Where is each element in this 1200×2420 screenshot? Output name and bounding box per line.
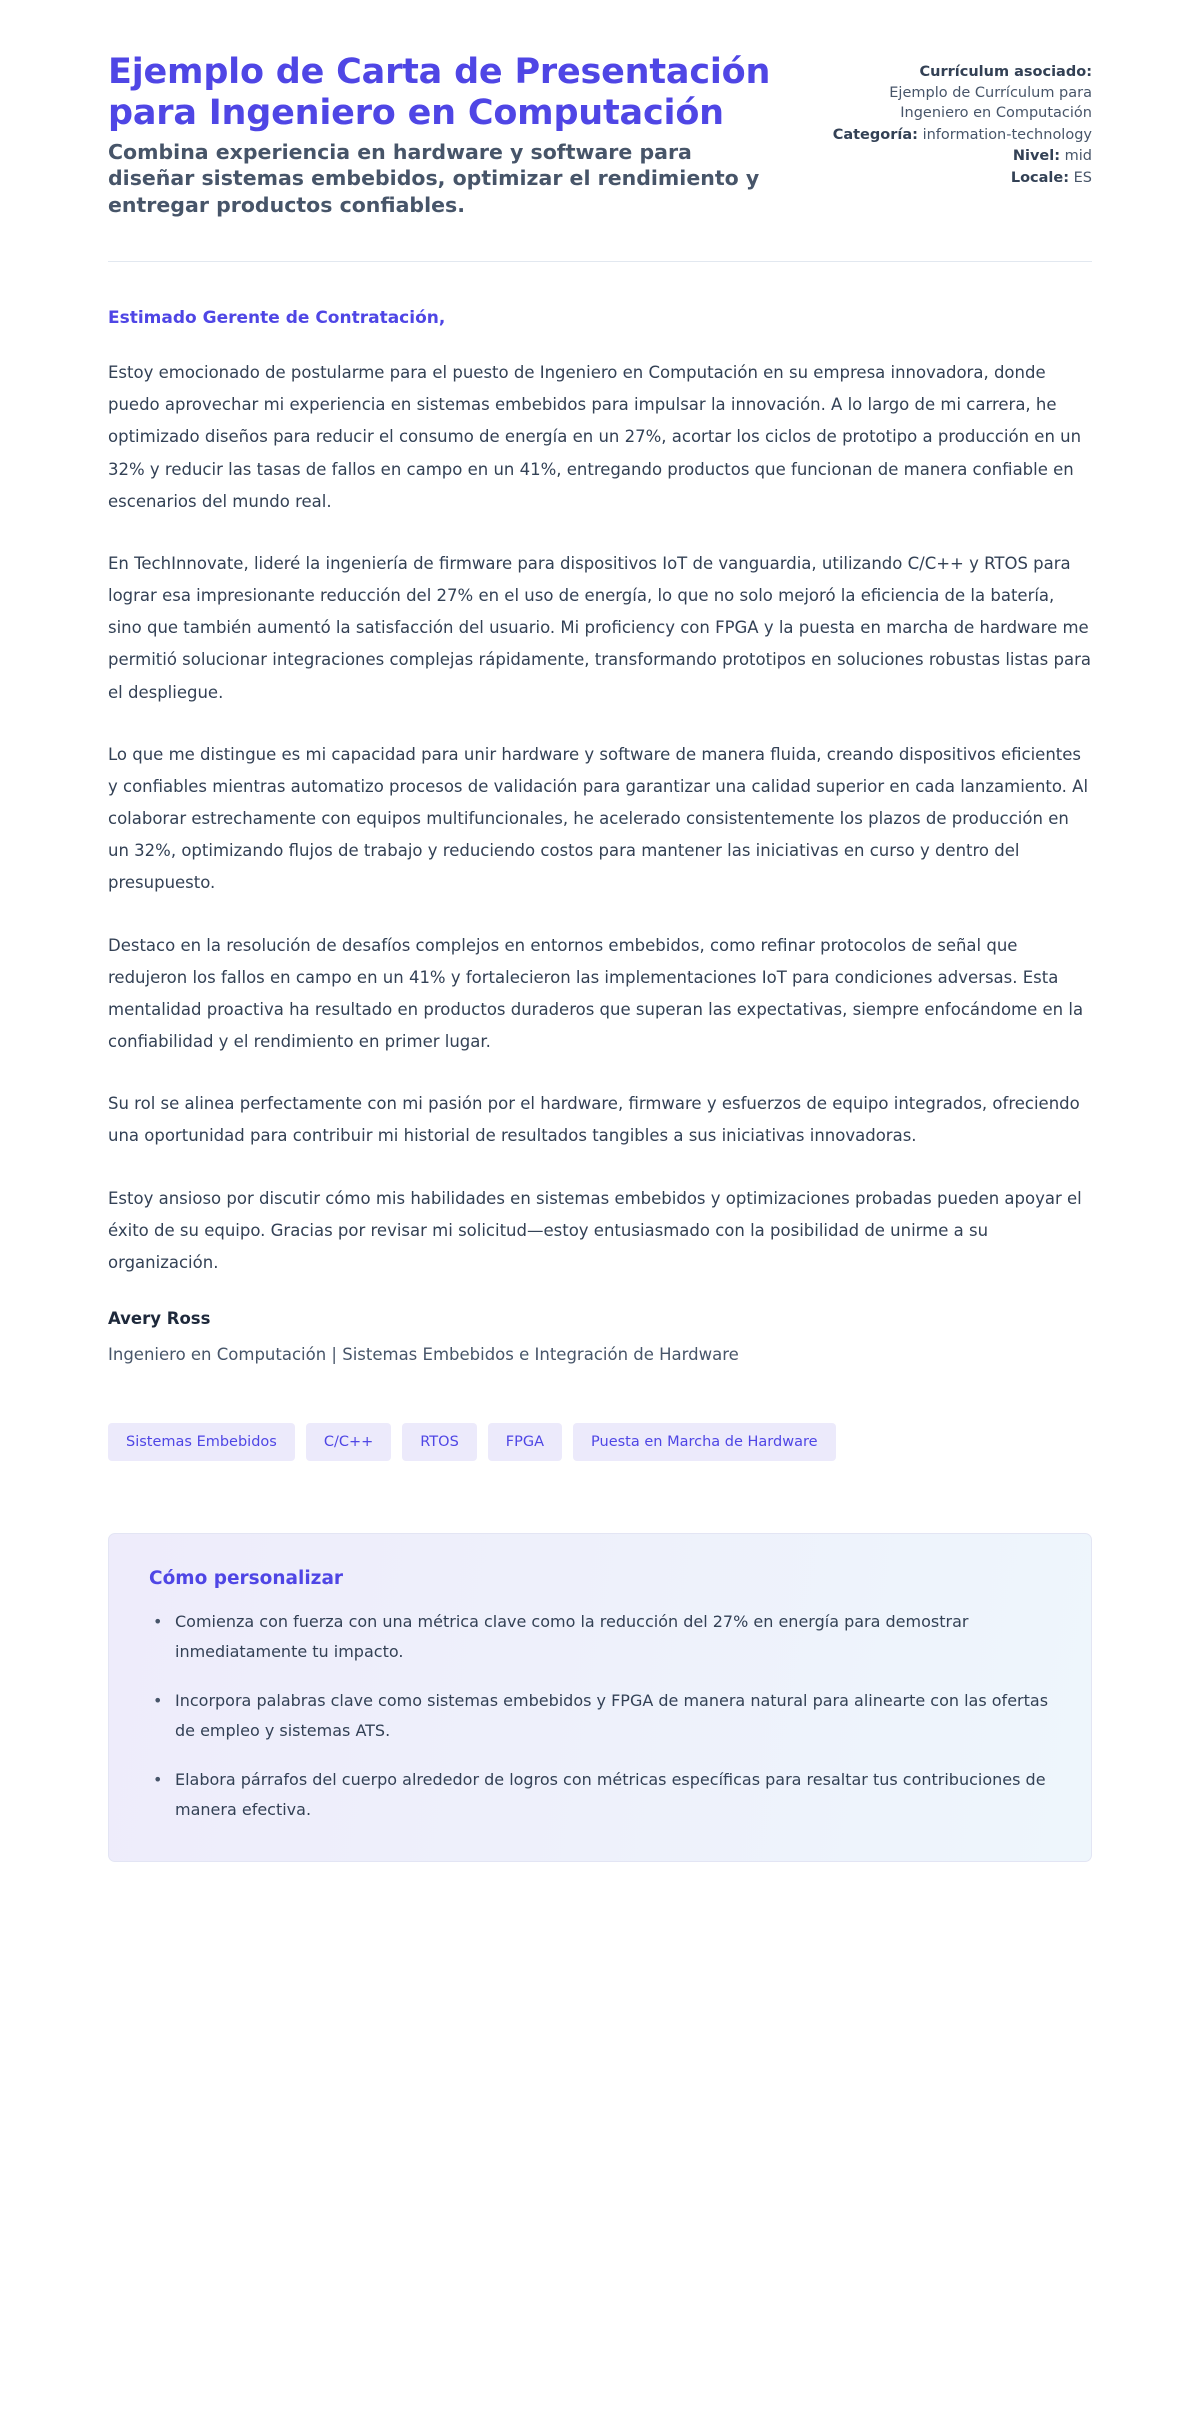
signature-name: Avery Ross bbox=[108, 1309, 211, 1329]
skill-tag-list bbox=[108, 1423, 1092, 1462]
callout-tip-list bbox=[149, 1607, 1051, 1825]
meta-row-level bbox=[822, 146, 1092, 167]
meta-value-level: mid bbox=[1064, 148, 1092, 165]
customization-callout bbox=[108, 1533, 1092, 1862]
letter-greeting: Estimado Gerente de Contratación, bbox=[108, 307, 446, 328]
signature-block bbox=[108, 1309, 1092, 1368]
letter-paragraph: Su rol se alinea perfectamente con mi pasión por el hardware, firmware y esfuerzos de equipo integrados, ofreciendo una oportunidad para contribuir mi historial de resultados tangibles a sus iniciativas innovadoras. bbox=[108, 1094, 1080, 1146]
meta-value-locale: ES bbox=[1073, 169, 1092, 186]
meta-value-category: information-technology bbox=[922, 126, 1092, 143]
meta-label-level: Nivel: bbox=[1012, 148, 1061, 165]
meta-row-category bbox=[822, 125, 1092, 146]
meta-row-resume bbox=[822, 62, 1092, 124]
callout-tip-item: • Elabora párrafos del cuerpo alrededor de logros con métricas específicas para resaltar tus contribuciones de manera efectiva. bbox=[149, 1765, 1051, 1824]
page-header bbox=[108, 0, 1092, 219]
meta-label-category: Categoría: bbox=[832, 126, 918, 143]
document-metadata bbox=[822, 52, 1092, 189]
skill-tag[interactable]: Sistemas Embebidos bbox=[108, 1423, 295, 1462]
skill-tag[interactable]: RTOS bbox=[402, 1423, 477, 1462]
letter-paragraph: En TechInnovate, lideré la ingeniería de firmware para dispositivos IoT de vanguardia, utilizando C/C++ y RTOS para lograr esa impresionante reducción del 27% en el uso de energía, lo que no solo mejoró la eficiencia de la batería, sino que también aumentó la satisfacción del usuario. Mi proficiency con FPGA y la puesta en marcha de hardware me permitió solucionar integraciones complejas rápidamente, transformando prototipos en soluciones robustas listas para el despliegue. bbox=[108, 553, 1092, 702]
signature-role: Ingeniero en Computación | Sistemas Embebidos e Integración de Hardware bbox=[108, 1345, 739, 1365]
letter-paragraph: Estoy emocionado de postularme para el puesto de Ingeniero en Computación en su empresa innovadora, donde puedo aprovechar mi experiencia en sistemas embebidos para impulsar la innovación. A lo largo de mi carrera, he optimizado diseños para reducir el consumo de energía en un 27%, acortar los ciclos de prototipo a producción en un 32% y reducir las tasas de fallos en campo en un 41%, entregando productos que funcionan de manera confiable en escenarios del mundo real. bbox=[108, 363, 1082, 511]
meta-label-locale: Locale: bbox=[1010, 169, 1070, 186]
meta-row-locale bbox=[822, 168, 1092, 189]
meta-label-resume: Currículum asociado: bbox=[919, 64, 1092, 80]
page-subtitle: Combina experiencia en hardware y software para diseñar sistemas embebidos, optimizar el rendimiento y entregar productos confiables. bbox=[108, 139, 760, 217]
skill-tag[interactable]: Puesta en Marcha de Hardware bbox=[573, 1423, 836, 1462]
letter-paragraph: Destaco en la resolución de desafíos complejos en entornos embebidos, como refinar protocolos de señal que redujeron los fallos en campo en un 41% y fortalecieron las implementaciones IoT para condiciones adversas. Esta mentalidad proactiva ha resultado en productos duraderos que superan las expectativas, siempre enfocándome en la confiabilidad y el rendimiento en primer lugar. bbox=[108, 935, 1084, 1052]
skill-tag[interactable]: FPGA bbox=[488, 1423, 562, 1462]
callout-title: Cómo personalizar bbox=[149, 1568, 344, 1590]
meta-value-resume: Ejemplo de Currículum para Ingeniero en Computación bbox=[889, 84, 1092, 122]
letter-paragraph: Lo que me distingue es mi capacidad para unir hardware y software de manera fluida, creando dispositivos eficientes y confiables mientras automatizo procesos de validación para garantizar una calidad superior en cada lanzamiento. Al colaborar estrechamente con equipos multifuncionales, he acelerado consistentemente los plazos de producción en un 32%, optimizando flujos de trabajo y reduciendo costos para mantener las iniciativas en curso y dentro del presupuesto. bbox=[108, 744, 1089, 893]
letter-paragraph: Estoy ansioso por discutir cómo mis habilidades en sistemas embebidos y optimizaciones probadas pueden apoyar el éxito de su equipo. Gracias por revisar mi solicitud—estoy entusiasmado con la posibilidad de unirme a su organización. bbox=[108, 1188, 1082, 1272]
callout-tip-item: • Incorpora palabras clave como sistemas embebidos y FPGA de manera natural para alinearte con las ofertas de empleo y sistemas ATS. bbox=[149, 1686, 1051, 1745]
page-title: Ejemplo de Carta de Presentación para Ingeniero en Computación bbox=[108, 52, 771, 134]
header-title-block bbox=[108, 52, 782, 219]
skill-tag[interactable]: C/C++ bbox=[306, 1423, 391, 1462]
callout-tip-item: • Comienza con fuerza con una métrica clave como la reducción del 27% en energía para demostrar inmediatamente tu impacto. bbox=[149, 1607, 1051, 1666]
letter-body bbox=[108, 262, 1092, 1862]
